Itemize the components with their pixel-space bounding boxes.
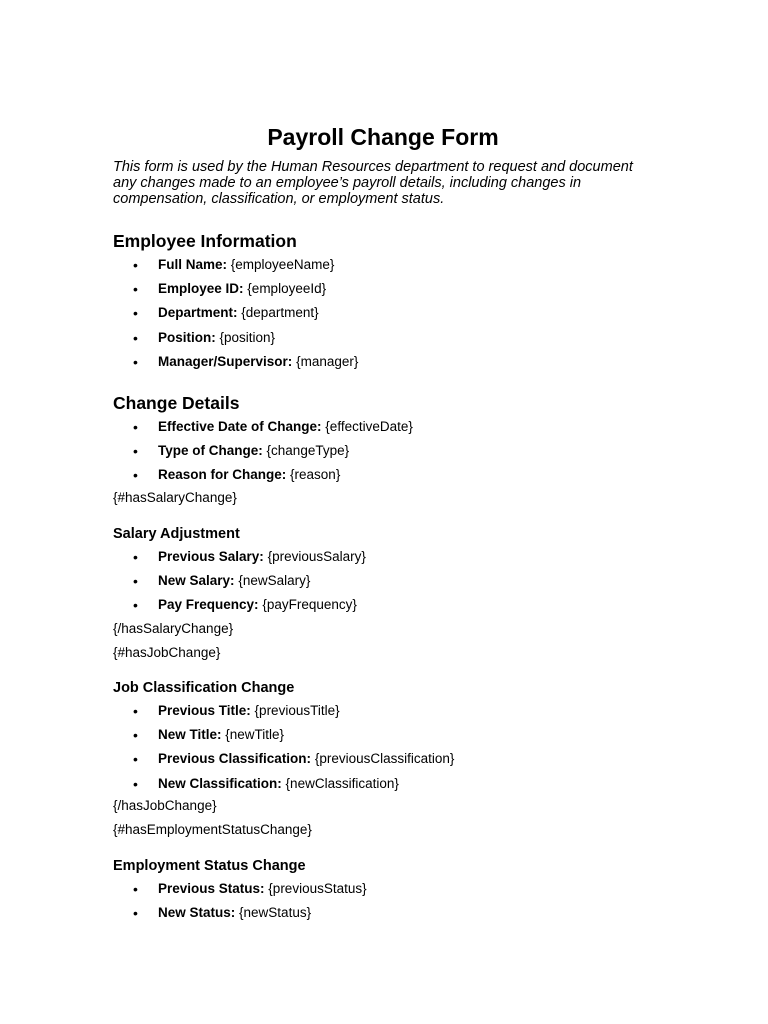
list-item: • Previous Salary: {previousSalary} xyxy=(133,549,366,565)
list-item: • Manager/Supervisor: {manager} xyxy=(133,353,359,370)
bullet-icon: • xyxy=(133,573,138,590)
template-tag: {/hasJobChange} xyxy=(113,798,217,813)
bullet-icon: • xyxy=(133,775,138,792)
change-details-list xyxy=(113,418,653,491)
employee-info-list xyxy=(113,256,653,377)
list-item: • Previous Status: {previousStatus} xyxy=(133,881,367,897)
template-tag: {/hasSalaryChange} xyxy=(113,621,234,636)
job-classification-list xyxy=(113,702,653,799)
template-tag: {#hasSalaryChange} xyxy=(113,490,237,505)
bullet-icon: • xyxy=(133,881,138,897)
bullet-icon: • xyxy=(133,329,138,346)
list-item: • New Salary: {newSalary} xyxy=(133,573,311,590)
list-item: • Full Name: {employeeName} xyxy=(133,257,335,273)
bullet-icon: • xyxy=(133,419,138,435)
bullet-icon: • xyxy=(133,467,138,484)
list-item: • Employee ID: {employeeId} xyxy=(133,281,327,298)
template-tag: {#hasJobChange} xyxy=(113,645,221,660)
template-tag: {#hasEmploymentStatusChange} xyxy=(113,822,312,837)
bullet-icon: • xyxy=(133,281,138,298)
employment-status-heading: Employment Status Change xyxy=(113,858,306,874)
list-item: • Department: {department} xyxy=(133,305,319,322)
list-item: • Previous Title: {previousTitle} xyxy=(133,703,340,719)
bullet-icon: • xyxy=(133,703,138,719)
bullet-icon: • xyxy=(133,905,138,922)
job-classification-heading: Job Classification Change xyxy=(113,680,295,696)
bullet-icon: • xyxy=(133,549,138,565)
list-item: • Pay Frequency: {payFrequency} xyxy=(133,597,357,614)
bullet-icon: • xyxy=(133,727,138,744)
salary-adjustment-list xyxy=(113,548,653,621)
list-item: • New Title: {newTitle} xyxy=(133,727,285,744)
bullet-icon: • xyxy=(133,257,138,273)
list-item: • New Status: {newStatus} xyxy=(133,905,312,922)
salary-adjustment-heading: Salary Adjustment xyxy=(113,526,240,542)
list-item: • Type of Change: {changeType} xyxy=(133,443,350,460)
page-title: Payroll Change Form xyxy=(267,124,499,150)
bullet-icon: • xyxy=(133,597,138,614)
list-item: • Previous Classification: {previousClassification} xyxy=(133,751,455,768)
intro-paragraph: This form is used by the Human Resources department to request and document any changes made to an employee’s payroll details, including changes in compensation, classification, or employment status. xyxy=(113,159,633,207)
employment-status-list xyxy=(113,880,653,928)
bullet-icon: • xyxy=(133,305,138,322)
bullet-icon: • xyxy=(133,443,138,460)
employee-info-heading: Employee Information xyxy=(113,231,297,251)
change-details-heading: Change Details xyxy=(113,393,240,413)
list-item: • Position: {position} xyxy=(133,329,276,346)
list-item: • Effective Date of Change: {effectiveDate} xyxy=(133,419,413,435)
bullet-icon: • xyxy=(133,751,138,768)
list-item: • New Classification: {newClassification} xyxy=(133,775,399,792)
list-item: • Reason for Change: {reason} xyxy=(133,467,341,484)
bullet-icon: • xyxy=(133,353,138,370)
